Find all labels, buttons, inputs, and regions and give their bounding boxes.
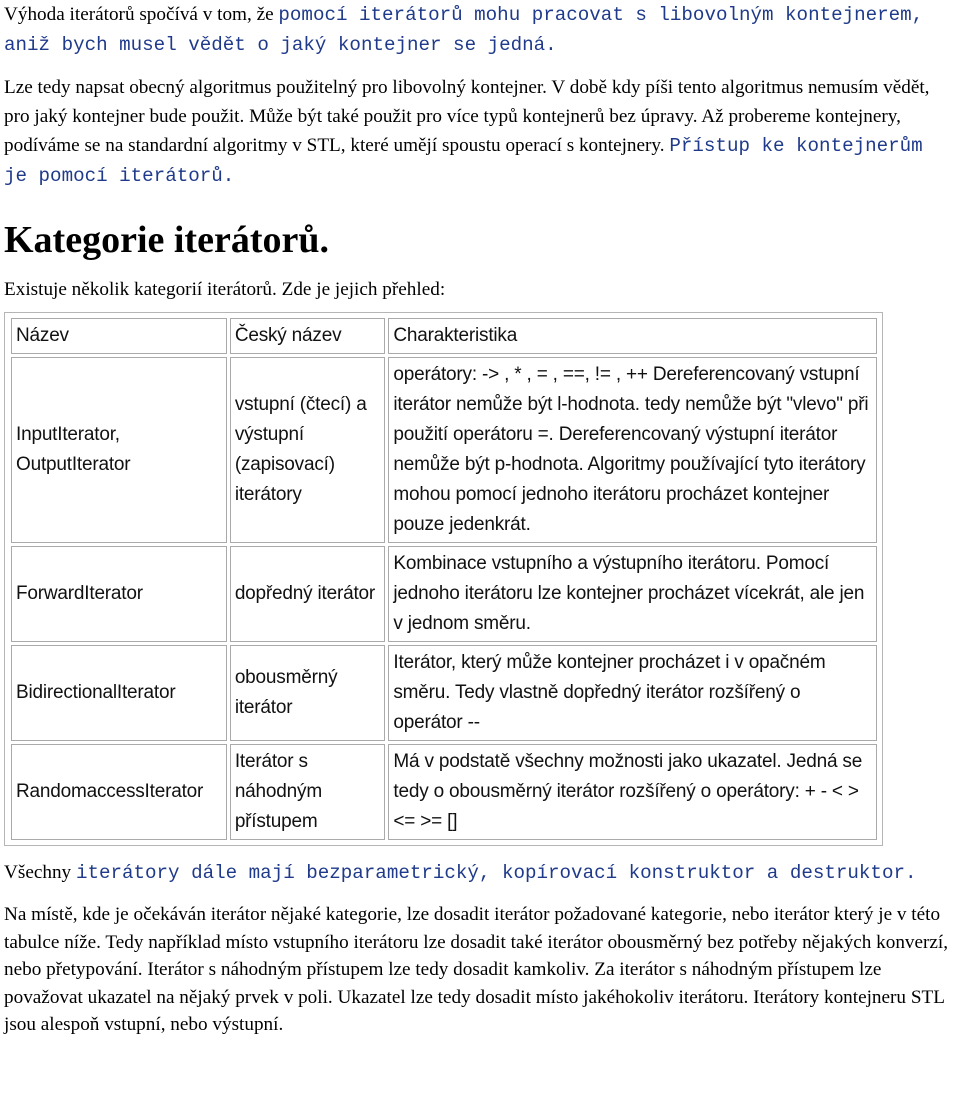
- table-cell: Má v podstatě všechny možnosti jako ukazatel. Jedná se tedy o obousměrný iterátor rozšířený o operátory: + - < > <= >= []: [388, 744, 877, 840]
- table-cell: Iterátor, který může kontejner procházet i v opačném směru. Tedy vlastně dopředný iterátor rozšířený o operátor --: [388, 645, 877, 741]
- table-cell: Iterátor s náhodným přístupem: [230, 744, 386, 840]
- substitution-paragraph: Na místě, kde je očekáván iterátor nějaké kategorie, lze dosadit iterátor požadované kategorie, nebo iterátor který je v této tabulce níže. Tedy například místo vstupního iterátoru lze dosadit také iterátor obousměrný bez potřeby nějakých konverzí, nebo přetypování. Iterátor s náhodným přístupem lze tedy dosadit kamkoliv. Za iterátor s náhodným přístupem lze považovat ukazatel na nějaký prvek v poli. Ukazatel lze tedy dosadit místo jakéhokoliv iterátoru. Iterátory kontejneru STL jsou alespoň vstupní, nebo výstupní.: [4, 904, 949, 1035]
- table-row: [11, 645, 877, 741]
- header-cell-czech-name: Český název: [230, 318, 386, 354]
- table-cell: obousměrný iterátor: [230, 645, 386, 741]
- table-cell: Kombinace vstupního a výstupního iterátoru. Pomocí jednoho iterátoru lze kontejner procházet vícekrát, ale jen v jednom směru.: [388, 546, 877, 642]
- constructors-text: Všechny: [4, 862, 76, 883]
- table-cell: dopředný iterátor: [230, 546, 386, 642]
- constructors-paragraph: [4, 858, 956, 888]
- table-row: [11, 744, 877, 840]
- table-cell: InputIterator, OutputIterator: [11, 357, 227, 543]
- header-cell-name: Název: [11, 318, 227, 354]
- intro-text: Výhoda iterátorů spočívá v tom, že: [4, 4, 279, 25]
- constructors-code-text: iterátory dále mají bezparametrický, kopírovací konstruktor a destruktor.: [75, 862, 917, 884]
- generic-algorithm-text: Lze tedy napsat obecný algoritmus použitelný pro libovolný kontejner. V době kdy píši tento algoritmus nemusím vědět, pro jaký kontejner bude použit. Může být také použit pro více typů kontejnerů bez úpravy. Až probereme kontejnery, podíváme se na standardní algoritmy v STL, které umějí spoustu operací s kontejnery.: [4, 77, 930, 156]
- iterator-categories-table: [8, 315, 880, 843]
- table-cell: RandomaccessIterator: [11, 744, 227, 840]
- table-row: [11, 546, 877, 642]
- iterator-table-frame: [4, 312, 883, 846]
- table-cell: operátory: -> , * , = , ==, != , ++ Dereferencovaný vstupní iterátor nemůže být l-hodnota. tedy nemůže být "vlevo" při použití operátoru =. Dereferencovaný výstupní iterátor nemůže být p-hodnota. Algoritmy používající tyto iterátory mohou pomocí jednoho iterátoru procházet kontejner pouze jedenkrát.: [388, 357, 877, 543]
- access-code-text: Přístup ke kontejnerům je pomocí iterátorů.: [4, 135, 923, 187]
- generic-algorithm-paragraph: [4, 73, 956, 191]
- table-row: [11, 357, 877, 543]
- intro-code-text: pomocí iterátorů mohu pracovat s libovolným kontejnerem, aniž bych musel vědět o jaký kontejner se jedná.: [4, 4, 924, 56]
- table-cell: BidirectionalIterator: [11, 645, 227, 741]
- section-heading: Kategorie iterátorů.: [4, 219, 329, 261]
- table-cell: ForwardIterator: [11, 546, 227, 642]
- header-cell-characteristics: Charakteristika: [388, 318, 877, 354]
- intro-paragraph: [4, 0, 956, 60]
- table-cell: vstupní (čtecí) a výstupní (zapisovací) iterátory: [230, 357, 386, 543]
- table-header-row: [11, 318, 877, 354]
- categories-intro: Existuje několik kategorií iterátorů. Zde je jejich přehled:: [4, 279, 446, 300]
